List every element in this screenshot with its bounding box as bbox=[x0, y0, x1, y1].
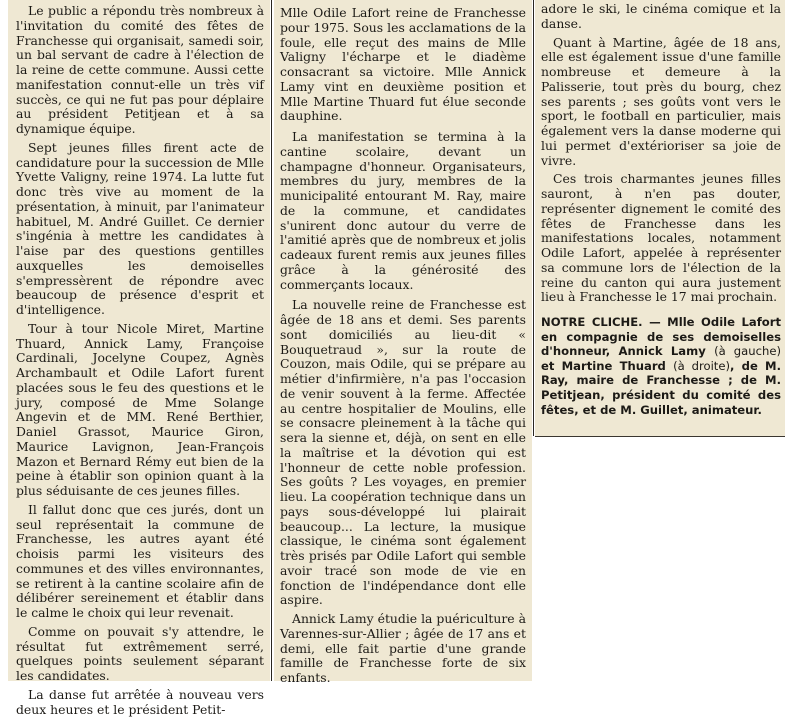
paragraph: Le public a répondu très nombreux à l'invitation du comité des fêtes de Franchesse qui organisait, samedi soir, un bal servant de cadre à l'élection de la reine de cette commune. Aussi cette manifestation connut-elle un très vif succès, ce qui ne fut pas pour déplaire au président Petitjean et à sa dynamique équipe. bbox=[16, 3, 264, 136]
paragraph: Annick Lamy étudie la puériculture à Varennes-sur-Allier ; âgée de 17 ans et demi, elle fait partie d'une grande famille de Franchesse forte de six enfants. bbox=[280, 611, 526, 685]
column-rule bbox=[271, 0, 272, 681]
paragraph: La nouvelle reine de Franchesse est âgée de 18 ans et demi. Ses parents sont domiciliés au lieu-dit « Bouquetraud », sur la route de Couzon, mais Odile, qui se prépare au métier d'infirmière, n'a pas l'occasion de venir souvent à la ferme. Affectée au centre hospitalier de Moulins, elle se consacre pleinement à la tâche qui sera la sienne et, déjà, on sent en elle la maîtrise et la dévotion qui est l'honneur de cette noble profession. Ses goûts ? Les voyages, en premier lieu. La coopération technique dans un pays sous-développé lui plairait beaucoup... La lecture, la musique classique, le cinéma sont également très prisés par Odile Lafort qui semble avoir tracé son mode de vie en fonction de l'indépendance dont elle aspire. bbox=[280, 297, 526, 608]
paragraph: Il fallut donc que ces jurés, dont un seul représentait la commune de Franchesse, les autres ayant été choisis parmi les visiteurs des communes et des villes environnantes, se retirent à la cantine scolaire afin de délibérer sereinement et établir dans le calme le choix qui leur revenait. bbox=[16, 501, 264, 620]
column-1 bbox=[8, 0, 270, 717]
caption-paren: (à gauche) bbox=[714, 344, 781, 359]
paragraph: Comme on pouvait s'y attendre, le résultat fut extrêmement serré, quelques points seulement séparant les candidates. bbox=[16, 623, 264, 683]
paragraph: Quant à Martine, âgée de 18 ans, elle est également issue d'une famille nombreuse et demeure à la Palisserie, tout près du bourg, chez ses parents ; ses goûts vont vers le sport, le football en particulier, mais également vers la danse moderne qui lui permet d'extérioriser sa joie de vivre. bbox=[541, 34, 781, 168]
caption-tail: , de M. Ray, maire de Franchesse ; de M. Petitjean, président du comité des fêtes, et de M. Guillet, animateur. bbox=[541, 358, 781, 417]
paragraph: Mlle Odile Lafort reine de Franchesse pour 1975. Sous les acclamations de la foule, elle reçut des mains de Mlle Valigny l'écharpe et le diadème consacrant sa victoire. Mlle Annick Lamy vint en deuxième position et Mlle Martine Thuard fut élue seconde dauphine. bbox=[280, 5, 526, 124]
caption-lead: NOTRE CLICHE. — Mlle Odile Lafort en compagnie de ses demoiselles d'honneur, Annick Lamy bbox=[541, 315, 781, 359]
photo-caption bbox=[541, 315, 781, 417]
caption-paren: (à droite) bbox=[673, 358, 730, 373]
paragraph: adore le ski, le cinéma comique et la danse. bbox=[541, 1, 781, 31]
paragraph: Ces trois charmantes jeunes filles sauront, à n'en pas douter, représenter dignement le comité des fêtes de Franchesse dans les manifestations locales, notamment Odile Lafort, appelée à représenter sa commune lors de l'élection de la reine du canton qui aura justement lieu à Franchesse le 17 mai prochain. bbox=[541, 171, 781, 305]
column-2 bbox=[274, 0, 532, 685]
paragraph: La manifestation se termina à la cantine scolaire, devant un champagne d'honneur. Organisateurs, membres du jury, membres de la municipalité entourant M. Ray, maire de la commune, et candidates s'unirent donc autour du verre de l'amitié après que de nombreux et jolis cadeaux furent remis aux jeunes filles grâce à la générosité des commerçants locaux. bbox=[280, 129, 526, 292]
paragraph: Sept jeunes filles firent acte de candidature pour la succession de Mlle Yvette Valigny, reine 1974. La lutte fut donc très vive au moment de la présentation, à minuit, par l'animateur habituel, M. André Guillet. Ce dernier s'ingénia à mettre les candidates à l'aise par des questions gentilles auxquelles les demoiselles s'empressèrent de répondre avec beaucoup de présence d'esprit et d'intelligence. bbox=[16, 139, 264, 317]
paragraph: Tour à tour Nicole Miret, Martine Thuard, Annick Lamy, Françoise Cardinali, Jocelyne Coupez, Agnès Archambault et Odile Lafort furent placées sous le feu des questions et le jury, composé de Mme Solange Angevin et de MM. René Berthier, Daniel Grassot, Maurice Giron, Maurice Lavignon, Jean-François Mazon et Bernard Rémy eut bien de la peine à établir son opinion quant à la plus séduisante de ces jeunes filles. bbox=[16, 320, 264, 498]
column-3 bbox=[535, 0, 785, 436]
caption-mid: et Martine Thuard bbox=[541, 358, 674, 373]
column-rule bbox=[533, 0, 534, 436]
paragraph: La danse fut arrêtée à nouveau vers deux heures et le président Petit- bbox=[16, 686, 264, 717]
blank-area bbox=[535, 437, 800, 681]
